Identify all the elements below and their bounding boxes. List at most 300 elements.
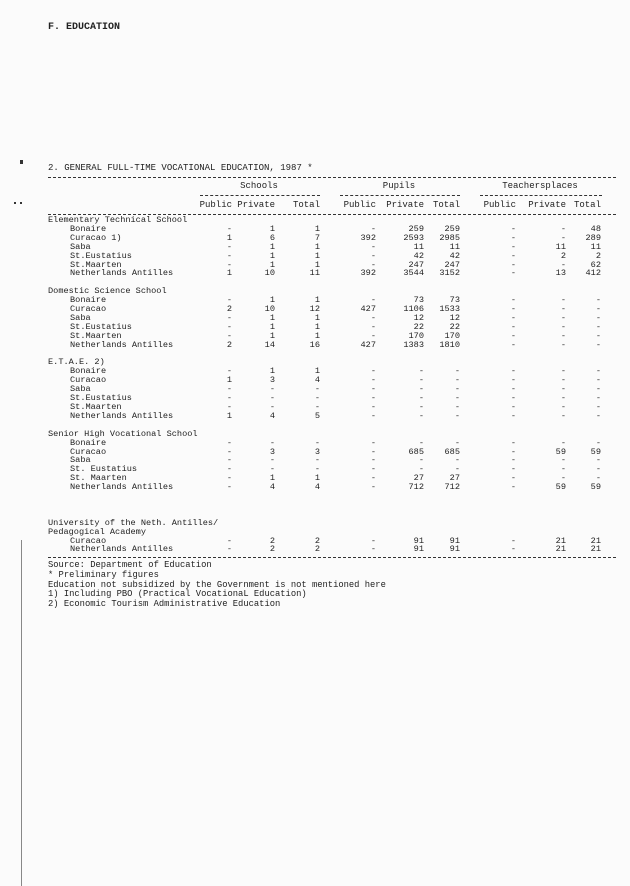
cell-value: - xyxy=(370,455,376,466)
cell-value: - xyxy=(510,268,516,279)
cell-value: - xyxy=(560,410,566,421)
cell-value: - xyxy=(560,321,566,332)
cell-value: - xyxy=(314,464,320,475)
cell-value: - xyxy=(595,393,601,404)
cell-value: - xyxy=(595,410,601,421)
cell-value: - xyxy=(226,464,232,475)
cell-value: - xyxy=(595,473,601,484)
table-row xyxy=(48,367,601,376)
column-header-total: Total xyxy=(573,200,601,210)
cell-value: - xyxy=(595,366,601,377)
cell-value: - xyxy=(510,410,516,421)
cell-value: 42 xyxy=(449,250,460,261)
cell-value: - xyxy=(370,330,376,341)
cell-value: 11 xyxy=(555,241,566,252)
row-label: Netherlands Antilles xyxy=(70,544,174,555)
cell-value: 27 xyxy=(413,473,424,484)
cell-value: 12 xyxy=(449,312,460,323)
cell-value: 1 xyxy=(314,321,320,332)
cell-value: 21 xyxy=(590,535,601,546)
cell-value: 10 xyxy=(264,304,275,315)
cell-value: - xyxy=(510,393,516,404)
cell-value: - xyxy=(595,295,601,306)
cell-value: 685 xyxy=(408,446,424,457)
cell-value: - xyxy=(418,393,424,404)
cell-value: 2 xyxy=(269,544,275,555)
cell-value: - xyxy=(370,223,376,234)
cell-value: - xyxy=(510,384,516,395)
cell-value: - xyxy=(226,384,232,395)
row-label: Netherlands Antilles xyxy=(70,339,174,350)
cell-value: 1 xyxy=(314,312,320,323)
row-label: Curacao xyxy=(70,446,107,457)
cell-value: 22 xyxy=(449,321,460,332)
cell-value: - xyxy=(454,393,460,404)
cell-value: - xyxy=(370,375,376,386)
cell-value: 1810 xyxy=(439,339,460,350)
column-header-public: Public xyxy=(199,200,232,210)
cell-value: - xyxy=(418,384,424,395)
cell-value: 1 xyxy=(226,375,232,386)
cell-value: - xyxy=(269,384,275,395)
row-label: Netherlands Antilles xyxy=(70,410,174,421)
cell-value: - xyxy=(510,366,516,377)
cell-value: 2593 xyxy=(403,232,424,243)
cell-value: - xyxy=(454,384,460,395)
row-label: Curacao 1) xyxy=(70,232,122,243)
cell-value: - xyxy=(370,410,376,421)
cell-value: 1 xyxy=(314,330,320,341)
cell-value: 1 xyxy=(269,241,275,252)
table-row xyxy=(48,305,601,314)
column-header-private: Private xyxy=(386,200,424,210)
cell-value: - xyxy=(370,393,376,404)
cell-value: 22 xyxy=(413,321,424,332)
margin-mark xyxy=(14,202,16,204)
cell-value: 289 xyxy=(585,232,601,243)
cell-value: 427 xyxy=(360,339,376,350)
cell-value: 1533 xyxy=(439,304,460,315)
cell-value: 62 xyxy=(590,259,601,270)
cell-value: - xyxy=(510,259,516,270)
cell-value: - xyxy=(595,339,601,350)
cell-value: - xyxy=(560,312,566,323)
row-label: Curacao xyxy=(70,304,107,315)
cell-value: - xyxy=(510,250,516,261)
cell-value: 5 xyxy=(314,410,320,421)
cell-value: - xyxy=(560,330,566,341)
section-header xyxy=(48,287,601,296)
section-header xyxy=(48,528,601,537)
cell-value: - xyxy=(510,535,516,546)
cell-value: - xyxy=(510,464,516,475)
cell-value: 27 xyxy=(449,473,460,484)
cell-value: 91 xyxy=(449,535,460,546)
cell-value: - xyxy=(454,464,460,475)
table-row xyxy=(48,323,601,332)
cell-value: 170 xyxy=(444,330,460,341)
cell-value: 13 xyxy=(555,268,566,279)
cell-value: - xyxy=(269,402,275,412)
cell-value: - xyxy=(560,384,566,395)
cell-value: 10 xyxy=(264,268,275,279)
cell-value: - xyxy=(560,402,566,412)
top-rule xyxy=(48,177,616,178)
cell-value: 59 xyxy=(590,446,601,457)
cell-value: - xyxy=(454,402,460,412)
cell-value: 1 xyxy=(269,321,275,332)
cell-value: - xyxy=(510,402,516,412)
cell-value: 1 xyxy=(314,473,320,484)
margin-line xyxy=(21,540,22,886)
footnotes xyxy=(48,561,386,610)
column-header-public: Public xyxy=(483,200,516,210)
cell-value: - xyxy=(510,473,516,484)
row-label: Saba xyxy=(70,455,91,466)
cell-value: - xyxy=(370,544,376,555)
cell-value: 1 xyxy=(314,241,320,252)
cell-value: - xyxy=(226,473,232,484)
cell-value: - xyxy=(510,232,516,243)
cell-value: 247 xyxy=(408,259,424,270)
cell-value: - xyxy=(560,339,566,350)
cell-value: 1 xyxy=(314,223,320,234)
section-title: Elementary Technical School xyxy=(48,215,188,225)
cell-value: - xyxy=(370,437,376,448)
cell-value: - xyxy=(418,464,424,475)
cell-value: 170 xyxy=(408,330,424,341)
cell-value: - xyxy=(226,437,232,448)
section-header xyxy=(48,358,601,367)
cell-value: - xyxy=(370,464,376,475)
cell-value: 12 xyxy=(309,304,320,315)
cell-value: - xyxy=(370,482,376,493)
cell-value: 1 xyxy=(269,223,275,234)
cell-value: 3 xyxy=(314,446,320,457)
cell-value: 427 xyxy=(360,304,376,315)
cell-value: 1106 xyxy=(403,304,424,315)
cell-value: 412 xyxy=(585,268,601,279)
table-row xyxy=(48,465,601,474)
cell-value: - xyxy=(370,473,376,484)
cell-value: - xyxy=(226,241,232,252)
education-table xyxy=(48,216,601,554)
cell-value: - xyxy=(314,393,320,404)
cell-value: - xyxy=(314,402,320,412)
cell-value: 1383 xyxy=(403,339,424,350)
cell-value: 91 xyxy=(449,544,460,555)
footnote: Source: Department of Education xyxy=(48,560,212,570)
cell-value: - xyxy=(560,223,566,234)
cell-value: - xyxy=(226,455,232,466)
cell-value: - xyxy=(595,455,601,466)
cell-value: - xyxy=(595,330,601,341)
cell-value: - xyxy=(595,402,601,412)
cell-value: 392 xyxy=(360,232,376,243)
cell-value: - xyxy=(226,321,232,332)
cell-value: 247 xyxy=(444,259,460,270)
cell-value: 2 xyxy=(226,339,232,350)
table-row xyxy=(48,448,601,457)
section-title: E.T.A.E. 2) xyxy=(48,357,105,368)
cell-value: - xyxy=(226,366,232,377)
cell-value: - xyxy=(510,339,516,350)
cell-value: - xyxy=(510,482,516,493)
cell-value: 2 xyxy=(226,304,232,315)
section-header xyxy=(48,216,601,225)
row-label: St.Maarten xyxy=(70,259,122,270)
row-label: Netherlands Antilles xyxy=(70,268,174,279)
cell-value: 21 xyxy=(555,544,566,555)
cell-value: 4 xyxy=(269,482,275,493)
cell-value: 12 xyxy=(413,312,424,323)
cell-value: - xyxy=(595,321,601,332)
cell-value: - xyxy=(269,393,275,404)
group-header-pupils: Pupils xyxy=(382,181,416,191)
margin-mark xyxy=(20,160,23,164)
cell-value: - xyxy=(269,437,275,448)
cell-value: - xyxy=(510,241,516,252)
cell-value: 2 xyxy=(269,535,275,546)
table-row xyxy=(48,483,601,492)
cell-value: - xyxy=(595,384,601,395)
cell-value: - xyxy=(560,232,566,243)
cell-value: 259 xyxy=(444,223,460,234)
cell-value: - xyxy=(418,437,424,448)
cell-value: - xyxy=(510,295,516,306)
cell-value: - xyxy=(510,437,516,448)
cell-value: - xyxy=(418,366,424,377)
footnote: 1) Including PBO (Practical VocationaL Education) xyxy=(48,589,307,600)
cell-value: - xyxy=(454,455,460,466)
cell-value: 7 xyxy=(314,232,320,243)
footnote: * Preliminary figures xyxy=(48,569,159,580)
cell-value: 42 xyxy=(413,250,424,261)
table-row xyxy=(48,412,601,421)
table-row xyxy=(48,296,601,305)
cell-value: - xyxy=(595,304,601,315)
table-row xyxy=(48,269,601,278)
cell-value: 1 xyxy=(269,295,275,306)
cell-value: - xyxy=(510,312,516,323)
row-label: St.Eustatius xyxy=(70,321,132,332)
schools-rule xyxy=(200,195,320,196)
cell-value: - xyxy=(226,250,232,261)
table-title: 2. GENERAL FULL-TIME VOCATIONAL EDUCATION, 1987 * xyxy=(48,163,313,173)
row-label: St.Maarten xyxy=(70,330,122,341)
footnote: Education not subsidized by the Government is not mentioned here xyxy=(48,579,386,590)
cell-value: 1 xyxy=(314,250,320,261)
cell-value: - xyxy=(370,402,376,412)
cell-value: 11 xyxy=(413,241,424,252)
cell-value: - xyxy=(454,437,460,448)
cell-value: - xyxy=(370,312,376,323)
cell-value: - xyxy=(454,410,460,421)
cell-value: 712 xyxy=(408,482,424,493)
cell-value: - xyxy=(595,312,601,323)
cell-value: 21 xyxy=(590,544,601,555)
row-label: St. Eustatius xyxy=(70,464,138,475)
cell-value: 2 xyxy=(595,250,601,261)
cell-value: - xyxy=(510,375,516,386)
cell-value: - xyxy=(226,402,232,412)
cell-value: - xyxy=(510,544,516,555)
cell-value: - xyxy=(560,473,566,484)
cell-value: - xyxy=(370,366,376,377)
cell-value: 16 xyxy=(309,339,320,350)
cell-value: 1 xyxy=(314,366,320,377)
cell-value: 3152 xyxy=(439,268,460,279)
cell-value: - xyxy=(510,446,516,457)
cell-value: 1 xyxy=(226,410,232,421)
cell-value: - xyxy=(595,437,601,448)
cell-value: - xyxy=(314,384,320,395)
cell-value: - xyxy=(560,437,566,448)
cell-value: 91 xyxy=(413,544,424,555)
cell-value: 59 xyxy=(555,446,566,457)
table-row xyxy=(48,234,601,243)
group-header-teachersplaces: Teachersplaces xyxy=(502,181,578,191)
cell-value: 259 xyxy=(408,223,424,234)
cell-value: - xyxy=(314,437,320,448)
cell-value: 3544 xyxy=(403,268,424,279)
cell-value: - xyxy=(560,304,566,315)
cell-value: 712 xyxy=(444,482,460,493)
cell-value: - xyxy=(226,259,232,270)
section-title: Pedagogical Academy xyxy=(48,526,146,537)
table-row xyxy=(48,341,601,350)
cell-value: - xyxy=(226,393,232,404)
cell-value: - xyxy=(418,375,424,386)
section-header xyxy=(48,430,601,439)
margin-mark xyxy=(20,202,22,204)
cell-value: - xyxy=(370,259,376,270)
cell-value: 1 xyxy=(226,232,232,243)
cell-value: - xyxy=(560,259,566,270)
cell-value: - xyxy=(454,366,460,377)
table-row xyxy=(48,394,601,403)
cell-value: - xyxy=(510,330,516,341)
table-row xyxy=(48,225,601,234)
column-header-public: Public xyxy=(343,200,376,210)
section-title: University of the Neth. Antilles/ xyxy=(48,517,219,528)
cell-value: 2 xyxy=(314,544,320,555)
row-label: St.Eustatius xyxy=(70,393,132,404)
row-label: Curacao xyxy=(70,375,107,386)
cell-value: 1 xyxy=(269,366,275,377)
cell-value: 59 xyxy=(590,482,601,493)
cell-value: - xyxy=(226,535,232,546)
cell-value: - xyxy=(560,393,566,404)
cell-value: - xyxy=(510,321,516,332)
cell-value: - xyxy=(370,241,376,252)
cell-value: 11 xyxy=(590,241,601,252)
cell-value: - xyxy=(269,464,275,475)
cell-value: - xyxy=(510,455,516,466)
row-label: St. Maarten xyxy=(70,473,127,484)
table-row xyxy=(48,545,601,554)
cell-value: - xyxy=(314,455,320,466)
cell-value: 2985 xyxy=(439,232,460,243)
cell-value: 4 xyxy=(314,482,320,493)
cell-value: 4 xyxy=(314,375,320,386)
cell-value: - xyxy=(418,410,424,421)
cell-value: 59 xyxy=(555,482,566,493)
cell-value: - xyxy=(226,223,232,234)
cell-value: - xyxy=(454,375,460,386)
row-label: St.Eustatius xyxy=(70,250,132,261)
cell-value: - xyxy=(595,375,601,386)
table-row xyxy=(48,376,601,385)
bottom-rule xyxy=(48,557,616,558)
footnote: 2) Economic Tourism Administrative Education xyxy=(48,599,281,610)
cell-value: 73 xyxy=(413,295,424,306)
cell-value: 392 xyxy=(360,268,376,279)
group-header-schools: Schools xyxy=(240,181,278,191)
cell-value: - xyxy=(418,455,424,466)
cell-value: - xyxy=(560,455,566,466)
cell-value: 6 xyxy=(269,232,275,243)
cell-value: - xyxy=(418,402,424,412)
column-header-total: Total xyxy=(292,200,320,210)
teachers-rule xyxy=(480,195,602,196)
cell-value: - xyxy=(226,544,232,555)
cell-value: 1 xyxy=(269,250,275,261)
column-header-private: Private xyxy=(237,200,275,210)
cell-value: 1 xyxy=(226,268,232,279)
cell-value: - xyxy=(510,223,516,234)
cell-value: - xyxy=(560,366,566,377)
table-row xyxy=(48,252,601,261)
cell-value: 14 xyxy=(264,339,275,350)
section-title: Domestic Science School xyxy=(48,286,167,297)
cell-value: 11 xyxy=(309,268,320,279)
cell-value: 21 xyxy=(555,535,566,546)
cell-value: 1 xyxy=(269,312,275,323)
cell-value: 1 xyxy=(269,473,275,484)
cell-value: 2 xyxy=(560,250,566,261)
row-label: Bonaire xyxy=(70,295,107,306)
cell-value: - xyxy=(595,464,601,475)
row-label: Bonaire xyxy=(70,437,107,448)
cell-value: - xyxy=(370,446,376,457)
cell-value: 48 xyxy=(590,223,601,234)
cell-value: - xyxy=(560,295,566,306)
cell-value: 1 xyxy=(269,330,275,341)
pupils-rule xyxy=(340,195,460,196)
cell-value: 2 xyxy=(314,535,320,546)
cell-value: - xyxy=(370,295,376,306)
cell-value: 3 xyxy=(269,446,275,457)
row-label: St.Maarten xyxy=(70,402,122,412)
cell-value: - xyxy=(370,384,376,395)
cell-value: 91 xyxy=(413,535,424,546)
cell-value: - xyxy=(226,446,232,457)
cell-value: 1 xyxy=(314,259,320,270)
column-header-total: Total xyxy=(432,200,460,210)
cell-value: - xyxy=(560,375,566,386)
row-label: Netherlands Antilles xyxy=(70,482,174,493)
cell-value: - xyxy=(226,295,232,306)
table-row xyxy=(48,439,601,448)
cell-value: - xyxy=(510,304,516,315)
cell-value: - xyxy=(226,330,232,341)
cell-value: - xyxy=(370,250,376,261)
cell-value: - xyxy=(370,535,376,546)
cell-value: 4 xyxy=(269,410,275,421)
cell-value: 1 xyxy=(314,295,320,306)
cell-value: - xyxy=(226,312,232,323)
